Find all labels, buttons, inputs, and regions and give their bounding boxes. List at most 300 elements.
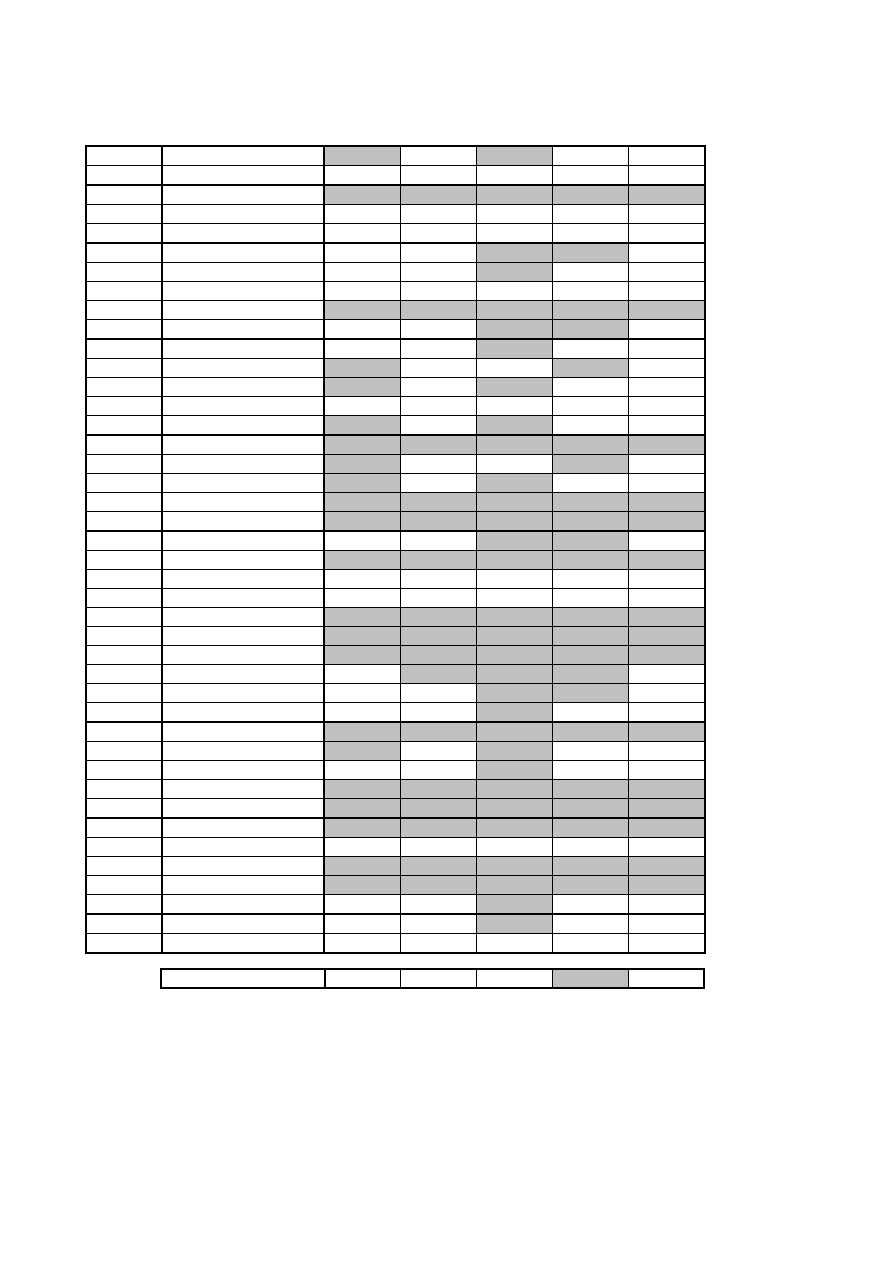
table-cell[interactable] — [87, 474, 161, 492]
table-cell[interactable] — [323, 665, 400, 683]
table-cell[interactable] — [552, 340, 628, 358]
table-cell[interactable] — [161, 819, 323, 837]
table-cell[interactable] — [87, 340, 161, 358]
table-cell[interactable] — [323, 224, 400, 242]
table-cell[interactable] — [552, 436, 628, 454]
table-cell[interactable] — [476, 876, 552, 894]
table-cell[interactable] — [161, 684, 323, 702]
table-cell[interactable] — [476, 532, 552, 550]
table-cell[interactable] — [476, 224, 552, 242]
table-cell[interactable] — [476, 608, 552, 626]
table-cell[interactable] — [323, 282, 400, 300]
table-cell[interactable] — [323, 512, 400, 530]
table-cell[interactable] — [628, 397, 704, 415]
summary-cell[interactable] — [324, 970, 400, 987]
table-cell[interactable] — [323, 934, 400, 952]
table-cell[interactable] — [323, 378, 400, 396]
table-cell[interactable] — [476, 378, 552, 396]
table-cell[interactable] — [161, 474, 323, 492]
table-cell[interactable] — [628, 282, 704, 300]
table-cell[interactable] — [161, 436, 323, 454]
table-cell[interactable] — [628, 166, 704, 184]
table-cell[interactable] — [323, 799, 400, 817]
table-cell[interactable] — [552, 493, 628, 511]
table-cell[interactable] — [552, 224, 628, 242]
table-cell[interactable] — [161, 608, 323, 626]
table-cell[interactable] — [323, 684, 400, 702]
table-cell[interactable] — [476, 263, 552, 281]
table-cell[interactable] — [552, 378, 628, 396]
table-cell[interactable] — [552, 895, 628, 913]
table-cell[interactable] — [628, 532, 704, 550]
table-cell[interactable] — [552, 532, 628, 550]
summary-cell[interactable] — [162, 970, 324, 987]
table-cell[interactable] — [476, 934, 552, 952]
table-cell[interactable] — [476, 436, 552, 454]
table-cell[interactable] — [87, 915, 161, 933]
table-cell[interactable] — [628, 934, 704, 952]
table-cell[interactable] — [628, 838, 704, 856]
table-cell[interactable] — [87, 416, 161, 434]
table-cell[interactable] — [400, 589, 476, 607]
table-cell[interactable] — [476, 493, 552, 511]
table-cell[interactable] — [87, 627, 161, 645]
table-cell[interactable] — [323, 455, 400, 473]
table-cell[interactable] — [552, 742, 628, 760]
table-cell[interactable] — [400, 244, 476, 262]
table-cell[interactable] — [628, 340, 704, 358]
table-cell[interactable] — [476, 627, 552, 645]
table-cell[interactable] — [87, 301, 161, 319]
table-cell[interactable] — [161, 665, 323, 683]
table-cell[interactable] — [476, 205, 552, 223]
table-cell[interactable] — [161, 799, 323, 817]
table-cell[interactable] — [87, 512, 161, 530]
table-cell[interactable] — [161, 301, 323, 319]
table-cell[interactable] — [87, 857, 161, 875]
table-cell[interactable] — [323, 895, 400, 913]
table-cell[interactable] — [400, 895, 476, 913]
summary-cell[interactable] — [476, 970, 552, 987]
table-cell[interactable] — [87, 455, 161, 473]
table-cell[interactable] — [161, 166, 323, 184]
table-cell[interactable] — [400, 761, 476, 779]
table-cell[interactable] — [323, 703, 400, 721]
table-cell[interactable] — [87, 378, 161, 396]
table-cell[interactable] — [400, 723, 476, 741]
table-cell[interactable] — [161, 282, 323, 300]
table-cell[interactable] — [476, 416, 552, 434]
table-cell[interactable] — [161, 340, 323, 358]
table-cell[interactable] — [400, 166, 476, 184]
table-cell[interactable] — [476, 474, 552, 492]
table-cell[interactable] — [552, 684, 628, 702]
table-cell[interactable] — [323, 780, 400, 798]
table-cell[interactable] — [400, 455, 476, 473]
table-cell[interactable] — [323, 320, 400, 338]
table-cell[interactable] — [628, 857, 704, 875]
table-cell[interactable] — [87, 205, 161, 223]
table-cell[interactable] — [400, 186, 476, 204]
table-cell[interactable] — [161, 761, 323, 779]
table-cell[interactable] — [323, 493, 400, 511]
table-cell[interactable] — [476, 551, 552, 569]
table-cell[interactable] — [552, 166, 628, 184]
table-cell[interactable] — [400, 819, 476, 837]
table-cell[interactable] — [552, 474, 628, 492]
table-cell[interactable] — [476, 915, 552, 933]
table-cell[interactable] — [552, 761, 628, 779]
table-cell[interactable] — [476, 186, 552, 204]
table-cell[interactable] — [552, 838, 628, 856]
table-cell[interactable] — [161, 244, 323, 262]
table-cell[interactable] — [628, 703, 704, 721]
table-cell[interactable] — [87, 224, 161, 242]
table-cell[interactable] — [323, 205, 400, 223]
table-cell[interactable] — [400, 684, 476, 702]
summary-cell[interactable] — [552, 970, 628, 987]
table-cell[interactable] — [400, 512, 476, 530]
table-cell[interactable] — [87, 244, 161, 262]
table-cell[interactable] — [87, 570, 161, 588]
table-cell[interactable] — [323, 723, 400, 741]
table-cell[interactable] — [400, 436, 476, 454]
table-cell[interactable] — [628, 819, 704, 837]
table-cell[interactable] — [628, 608, 704, 626]
table-cell[interactable] — [161, 397, 323, 415]
table-cell[interactable] — [628, 895, 704, 913]
table-cell[interactable] — [87, 532, 161, 550]
table-cell[interactable] — [476, 723, 552, 741]
table-cell[interactable] — [628, 493, 704, 511]
table-cell[interactable] — [87, 186, 161, 204]
table-cell[interactable] — [476, 838, 552, 856]
table-cell[interactable] — [476, 570, 552, 588]
table-cell[interactable] — [161, 320, 323, 338]
table-cell[interactable] — [400, 915, 476, 933]
table-cell[interactable] — [476, 512, 552, 530]
table-cell[interactable] — [400, 320, 476, 338]
table-cell[interactable] — [161, 876, 323, 894]
table-cell[interactable] — [400, 282, 476, 300]
table-cell[interactable] — [628, 627, 704, 645]
table-cell[interactable] — [400, 570, 476, 588]
table-cell[interactable] — [552, 780, 628, 798]
table-cell[interactable] — [87, 723, 161, 741]
table-cell[interactable] — [323, 147, 400, 165]
table-cell[interactable] — [476, 742, 552, 760]
table-cell[interactable] — [87, 320, 161, 338]
table-cell[interactable] — [552, 915, 628, 933]
table-cell[interactable] — [628, 436, 704, 454]
table-cell[interactable] — [161, 359, 323, 377]
table-cell[interactable] — [552, 359, 628, 377]
table-cell[interactable] — [476, 340, 552, 358]
table-cell[interactable] — [628, 147, 704, 165]
table-cell[interactable] — [476, 397, 552, 415]
table-cell[interactable] — [323, 416, 400, 434]
table-cell[interactable] — [476, 455, 552, 473]
table-cell[interactable] — [552, 723, 628, 741]
table-cell[interactable] — [552, 876, 628, 894]
table-cell[interactable] — [161, 551, 323, 569]
table-cell[interactable] — [552, 608, 628, 626]
table-cell[interactable] — [476, 665, 552, 683]
table-cell[interactable] — [87, 397, 161, 415]
table-cell[interactable] — [87, 895, 161, 913]
table-cell[interactable] — [323, 263, 400, 281]
table-cell[interactable] — [87, 761, 161, 779]
table-cell[interactable] — [628, 876, 704, 894]
table-cell[interactable] — [552, 205, 628, 223]
table-cell[interactable] — [87, 876, 161, 894]
table-cell[interactable] — [628, 761, 704, 779]
table-cell[interactable] — [161, 416, 323, 434]
table-cell[interactable] — [552, 320, 628, 338]
table-cell[interactable] — [552, 627, 628, 645]
table-cell[interactable] — [400, 703, 476, 721]
table-cell[interactable] — [400, 608, 476, 626]
table-cell[interactable] — [628, 320, 704, 338]
table-cell[interactable] — [161, 934, 323, 952]
table-cell[interactable] — [628, 589, 704, 607]
table-cell[interactable] — [552, 799, 628, 817]
table-cell[interactable] — [161, 263, 323, 281]
table-cell[interactable] — [476, 646, 552, 664]
table-cell[interactable] — [87, 742, 161, 760]
table-cell[interactable] — [87, 646, 161, 664]
table-cell[interactable] — [161, 703, 323, 721]
table-cell[interactable] — [628, 301, 704, 319]
table-cell[interactable] — [628, 205, 704, 223]
table-cell[interactable] — [161, 723, 323, 741]
table-cell[interactable] — [323, 742, 400, 760]
table-cell[interactable] — [400, 147, 476, 165]
table-cell[interactable] — [476, 301, 552, 319]
table-cell[interactable] — [161, 915, 323, 933]
table-cell[interactable] — [400, 340, 476, 358]
table-cell[interactable] — [323, 474, 400, 492]
table-cell[interactable] — [87, 263, 161, 281]
table-cell[interactable] — [476, 799, 552, 817]
table-cell[interactable] — [552, 703, 628, 721]
table-cell[interactable] — [161, 646, 323, 664]
table-cell[interactable] — [323, 186, 400, 204]
table-cell[interactable] — [161, 147, 323, 165]
table-cell[interactable] — [87, 684, 161, 702]
table-cell[interactable] — [628, 224, 704, 242]
table-cell[interactable] — [87, 359, 161, 377]
table-cell[interactable] — [87, 819, 161, 837]
table-cell[interactable] — [161, 838, 323, 856]
table-cell[interactable] — [628, 244, 704, 262]
table-cell[interactable] — [476, 166, 552, 184]
table-cell[interactable] — [323, 761, 400, 779]
table-cell[interactable] — [628, 570, 704, 588]
table-cell[interactable] — [323, 646, 400, 664]
table-cell[interactable] — [323, 244, 400, 262]
table-cell[interactable] — [628, 780, 704, 798]
table-cell[interactable] — [161, 378, 323, 396]
table-cell[interactable] — [87, 703, 161, 721]
table-cell[interactable] — [476, 857, 552, 875]
table-cell[interactable] — [400, 838, 476, 856]
table-cell[interactable] — [476, 703, 552, 721]
table-cell[interactable] — [400, 205, 476, 223]
table-cell[interactable] — [552, 665, 628, 683]
table-cell[interactable] — [161, 512, 323, 530]
table-cell[interactable] — [400, 378, 476, 396]
table-cell[interactable] — [323, 876, 400, 894]
table-cell[interactable] — [400, 474, 476, 492]
table-cell[interactable] — [323, 608, 400, 626]
table-cell[interactable] — [400, 742, 476, 760]
table-cell[interactable] — [552, 934, 628, 952]
table-cell[interactable] — [552, 551, 628, 569]
table-cell[interactable] — [628, 551, 704, 569]
table-cell[interactable] — [476, 589, 552, 607]
table-cell[interactable] — [400, 857, 476, 875]
table-cell[interactable] — [161, 493, 323, 511]
table-cell[interactable] — [628, 416, 704, 434]
table-cell[interactable] — [161, 627, 323, 645]
table-cell[interactable] — [476, 819, 552, 837]
table-cell[interactable] — [476, 282, 552, 300]
table-cell[interactable] — [87, 282, 161, 300]
table-cell[interactable] — [323, 166, 400, 184]
table-cell[interactable] — [323, 819, 400, 837]
table-cell[interactable] — [552, 282, 628, 300]
table-cell[interactable] — [87, 665, 161, 683]
table-cell[interactable] — [161, 742, 323, 760]
table-cell[interactable] — [628, 186, 704, 204]
table-cell[interactable] — [161, 186, 323, 204]
table-cell[interactable] — [628, 378, 704, 396]
table-cell[interactable] — [628, 665, 704, 683]
table-cell[interactable] — [323, 915, 400, 933]
table-cell[interactable] — [628, 359, 704, 377]
table-cell[interactable] — [400, 397, 476, 415]
table-cell[interactable] — [552, 147, 628, 165]
table-cell[interactable] — [628, 646, 704, 664]
table-cell[interactable] — [87, 147, 161, 165]
table-cell[interactable] — [400, 627, 476, 645]
table-cell[interactable] — [552, 819, 628, 837]
table-cell[interactable] — [87, 934, 161, 952]
table-cell[interactable] — [400, 493, 476, 511]
table-cell[interactable] — [552, 512, 628, 530]
table-cell[interactable] — [628, 799, 704, 817]
table-cell[interactable] — [87, 166, 161, 184]
table-cell[interactable] — [476, 761, 552, 779]
table-cell[interactable] — [161, 532, 323, 550]
table-cell[interactable] — [628, 723, 704, 741]
table-cell[interactable] — [628, 684, 704, 702]
table-cell[interactable] — [400, 224, 476, 242]
table-cell[interactable] — [628, 512, 704, 530]
table-cell[interactable] — [628, 474, 704, 492]
table-cell[interactable] — [161, 857, 323, 875]
table-cell[interactable] — [476, 359, 552, 377]
table-cell[interactable] — [323, 397, 400, 415]
summary-cell[interactable] — [628, 970, 703, 987]
table-cell[interactable] — [161, 589, 323, 607]
table-cell[interactable] — [552, 263, 628, 281]
table-cell[interactable] — [87, 493, 161, 511]
table-cell[interactable] — [628, 455, 704, 473]
table-cell[interactable] — [400, 799, 476, 817]
table-cell[interactable] — [87, 799, 161, 817]
table-cell[interactable] — [400, 934, 476, 952]
summary-cell[interactable] — [400, 970, 476, 987]
table-cell[interactable] — [323, 359, 400, 377]
table-cell[interactable] — [552, 397, 628, 415]
table-cell[interactable] — [476, 684, 552, 702]
table-cell[interactable] — [161, 895, 323, 913]
table-cell[interactable] — [161, 455, 323, 473]
table-cell[interactable] — [400, 665, 476, 683]
table-cell[interactable] — [323, 589, 400, 607]
table-cell[interactable] — [87, 589, 161, 607]
table-cell[interactable] — [400, 780, 476, 798]
table-cell[interactable] — [552, 570, 628, 588]
table-cell[interactable] — [552, 416, 628, 434]
table-cell[interactable] — [87, 608, 161, 626]
table-cell[interactable] — [323, 857, 400, 875]
table-cell[interactable] — [476, 780, 552, 798]
table-cell[interactable] — [476, 147, 552, 165]
table-cell[interactable] — [400, 551, 476, 569]
table-cell[interactable] — [400, 876, 476, 894]
table-cell[interactable] — [87, 780, 161, 798]
table-cell[interactable] — [323, 551, 400, 569]
table-cell[interactable] — [552, 244, 628, 262]
table-cell[interactable] — [87, 838, 161, 856]
table-cell[interactable] — [400, 359, 476, 377]
table-cell[interactable] — [161, 224, 323, 242]
table-cell[interactable] — [552, 589, 628, 607]
table-cell[interactable] — [628, 263, 704, 281]
table-cell[interactable] — [400, 646, 476, 664]
table-cell[interactable] — [323, 570, 400, 588]
table-cell[interactable] — [628, 742, 704, 760]
table-cell[interactable] — [476, 895, 552, 913]
table-cell[interactable] — [400, 301, 476, 319]
table-cell[interactable] — [476, 320, 552, 338]
table-cell[interactable] — [323, 340, 400, 358]
table-cell[interactable] — [323, 532, 400, 550]
table-cell[interactable] — [552, 186, 628, 204]
table-cell[interactable] — [552, 455, 628, 473]
table-cell[interactable] — [552, 857, 628, 875]
table-cell[interactable] — [323, 627, 400, 645]
table-cell[interactable] — [552, 646, 628, 664]
table-cell[interactable] — [400, 416, 476, 434]
table-cell[interactable] — [476, 244, 552, 262]
table-cell[interactable] — [87, 551, 161, 569]
table-cell[interactable] — [552, 301, 628, 319]
table-cell[interactable] — [161, 205, 323, 223]
table-cell[interactable] — [323, 436, 400, 454]
table-cell[interactable] — [161, 570, 323, 588]
table-cell[interactable] — [161, 780, 323, 798]
table-cell[interactable] — [400, 263, 476, 281]
table-cell[interactable] — [400, 532, 476, 550]
table-cell[interactable] — [628, 915, 704, 933]
table-cell[interactable] — [323, 838, 400, 856]
table-cell[interactable] — [323, 301, 400, 319]
table-cell[interactable] — [87, 436, 161, 454]
